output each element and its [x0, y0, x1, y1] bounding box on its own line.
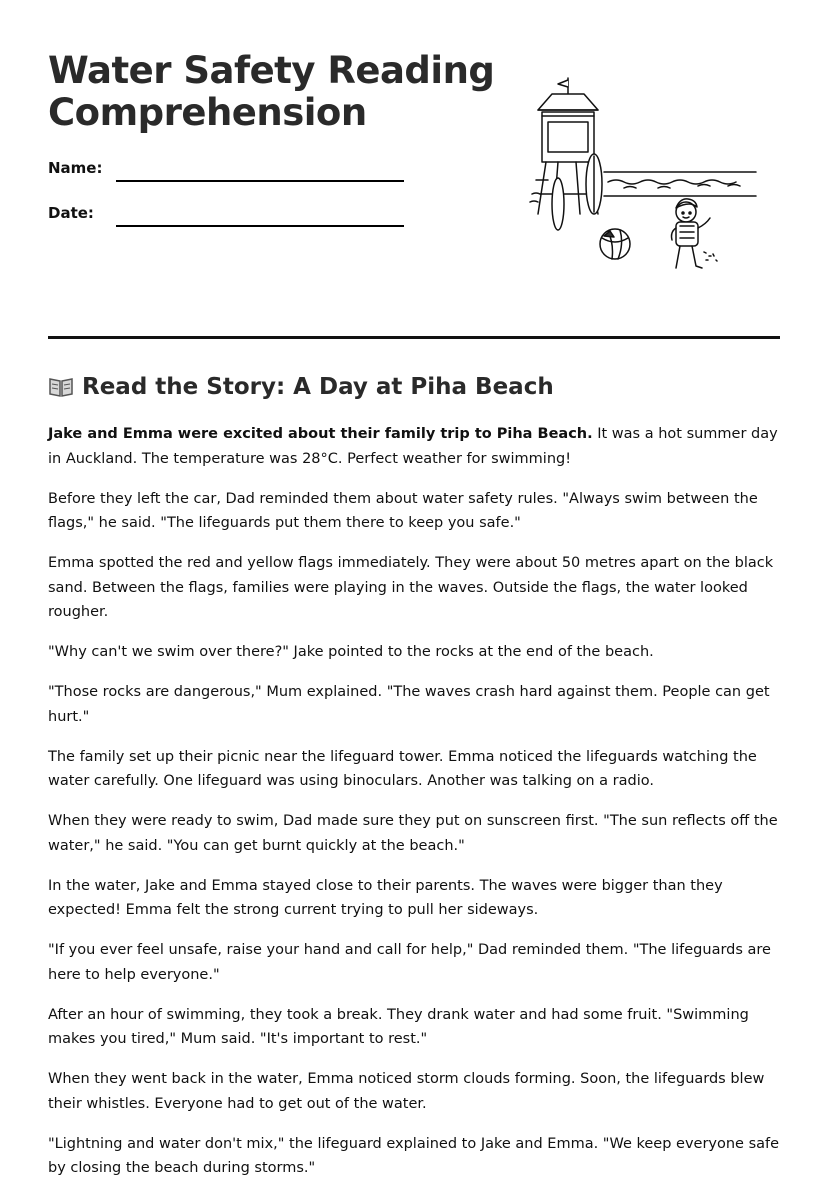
story-paragraph-1-lead: Jake and Emma were excited about their family trip to Piha Beach. [48, 426, 593, 442]
story-paragraph-11: When they went back in the water, Emma noticed storm clouds forming. Soon, the lifeguards blew their whistles. Everyone had to get out of the water. [48, 1071, 765, 1112]
story-paragraph-4: "Why can't we swim over there?" Jake pointed to the rocks at the end of the beach. [48, 644, 654, 660]
story-text [48, 422, 780, 1196]
beach-lifeguard-tower-illustration [528, 76, 760, 276]
story-section-title: Read the Story: A Day at Piha Beach [82, 374, 554, 400]
story-section-heading [48, 374, 554, 400]
story-paragraph-6: The family set up their picnic near the lifeguard tower. Emma noticed the lifeguards watching the water carefully. One lifeguard was using binoculars. Another was talking on a radio. [48, 748, 757, 789]
story-paragraph-1 [48, 422, 780, 471]
story-paragraph-12: "Lightning and water don't mix," the lifeguard explained to Jake and Emma. "We keep everyone safe by closing the beach during storms." [48, 1135, 780, 1176]
story-paragraph-7: When they were ready to swim, Dad made sure they put on sunscreen first. "The sun reflects off the water," he said. "You can get burnt quickly at the beach." [48, 813, 778, 854]
story-paragraph-1-rest: It was a hot summer day in Auckland. The temperature was 28°C. Perfect weather for swimming! [48, 426, 778, 467]
name-label: Name: [48, 159, 103, 177]
name-line[interactable] [116, 180, 404, 182]
story-paragraph-3: Emma spotted the red and yellow flags immediately. They were about 50 metres apart on the black sand. Between the flags, families were playing in the waves. Outside the flags, the water looked rougher. [48, 555, 774, 620]
story-paragraph-10: After an hour of swimming, they took a break. They drank water and had some fruit. "Swimming makes you tired," Mum said. "It's important to rest." [48, 1006, 749, 1047]
story-paragraph-9: "If you ever feel unsafe, raise your hand and call for help," Dad reminded them. "The lifeguards are here to help everyone." [48, 942, 771, 983]
date-label: Date: [48, 204, 94, 222]
story-paragraph-5: "Those rocks are dangerous," Mum explained. "The waves crash hard against them. People can get hurt." [48, 684, 770, 725]
date-line[interactable] [116, 225, 404, 227]
story-paragraph-2: Before they left the car, Dad reminded them about water safety rules. "Always swim between the flags," he said. "The lifeguards put them there to keep you safe." [48, 490, 758, 531]
worksheet-title: Water Safety Reading Comprehension [48, 49, 495, 134]
section-divider [48, 336, 780, 339]
open-book-icon [48, 376, 74, 398]
story-paragraph-8: In the water, Jake and Emma stayed close to their parents. The waves were bigger than they expected! Emma felt the strong current trying to pull her sideways. [48, 877, 723, 918]
